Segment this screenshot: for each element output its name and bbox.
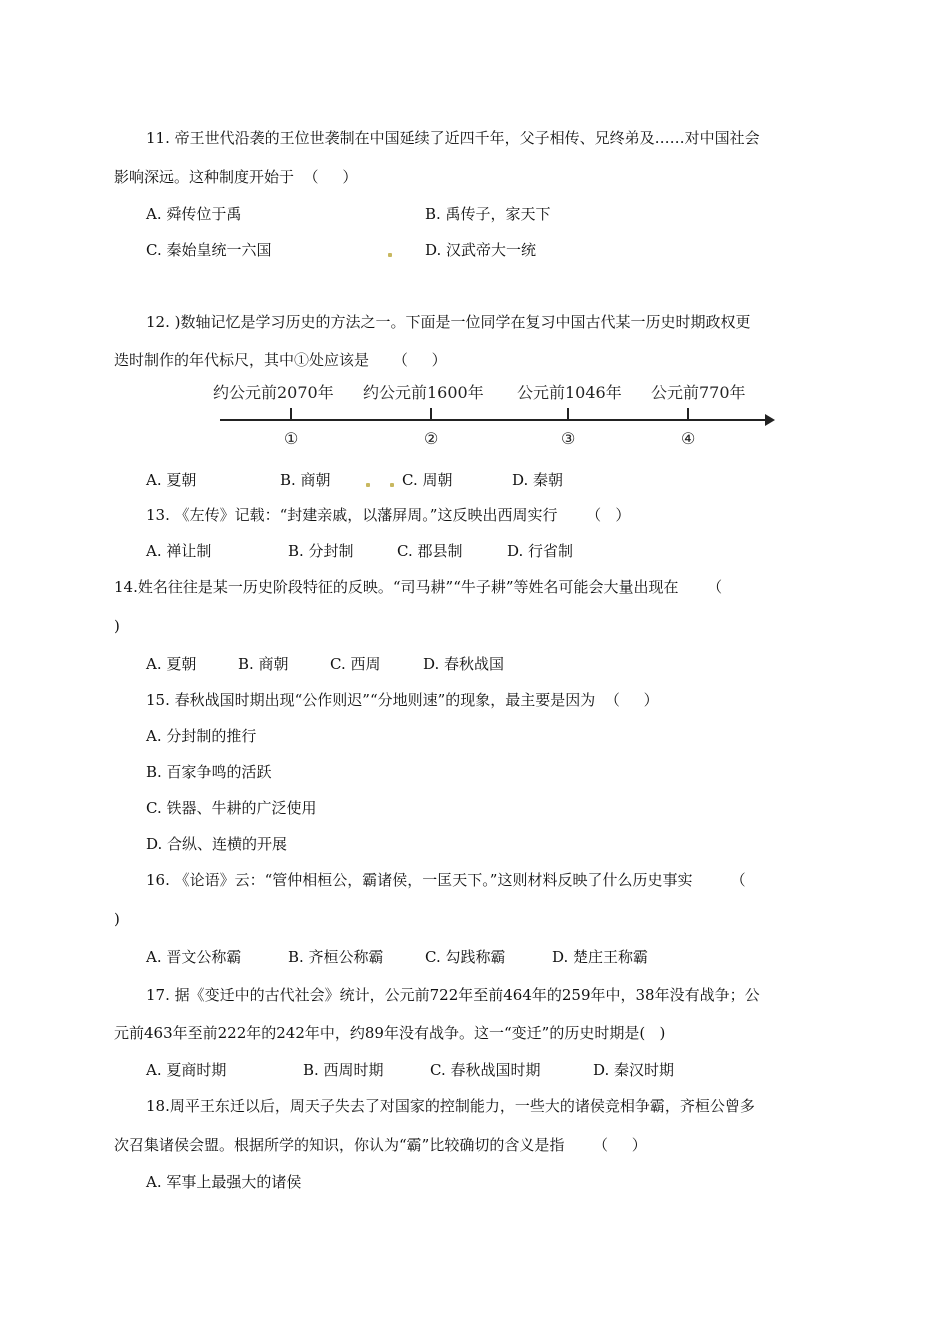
q14-stem-line2: ) <box>114 617 120 635</box>
q13-option-a: A. 禅让制 <box>146 542 212 560</box>
q11-option-d: D. 汉武帝大一统 <box>425 241 537 259</box>
q18-stem-line1: 18.周平王东迁以后，周天子失去了对国家的控制能力，一些大的诸侯竞相争霸，齐桓公曾多 <box>146 1097 755 1115</box>
q17-stem-line2: 元前463年至前222年的242年中，约89年没有战争。这一“变迁”的历史时期是( ) <box>114 1024 666 1042</box>
speck-mark <box>390 483 394 487</box>
q15-option-b: B. 百家争鸣的活跃 <box>146 763 272 781</box>
speck-mark <box>388 253 392 257</box>
q17-option-b: B. 西周时期 <box>303 1061 384 1079</box>
timeline-figure <box>205 378 775 458</box>
timeline-label-4: 公元前770年 <box>651 383 746 402</box>
q17-option-a: A. 夏商时期 <box>146 1061 227 1079</box>
q11-option-a: A. 舜传位于禹 <box>146 205 242 223</box>
q13-option-d: D. 行省制 <box>507 542 574 560</box>
q12-stem-line2: 迭时制作的年代标尺，其中①处应该是 （ ） <box>114 351 447 369</box>
q15-option-c: C. 铁器、牛耕的广泛使用 <box>146 799 317 817</box>
q12-stem-line1: 12. )数轴记忆是学习历史的方法之一。下面是一位同学在复习中国古代某一历史时期政权更 <box>146 313 751 331</box>
q18-stem-line2: 次召集诸侯会盟。根据所学的知识，你认为“霸”比较确切的含义是指 （ ） <box>114 1136 647 1154</box>
q16-stem-line2: ) <box>114 910 120 928</box>
q16-option-c: C. 勾践称霸 <box>425 948 506 966</box>
timeline-label-3: 公元前1046年 <box>517 383 622 402</box>
q14-option-c: C. 西周 <box>330 655 381 673</box>
timeline-label-1: 约公元前2070年 <box>213 383 334 402</box>
q11-option-b: B. 禹传子，家天下 <box>425 205 551 223</box>
timeline-marker-1: ① <box>284 429 299 448</box>
q17-stem-line1: 17. 据《变迁中的古代社会》统计，公元前722年至前464年的259年中，38年没有战争；公 <box>146 986 760 1004</box>
q13-option-c: C. 郡县制 <box>397 542 463 560</box>
q17-option-d: D. 秦汉时期 <box>593 1061 675 1079</box>
q15-option-d: D. 合纵、连横的开展 <box>146 835 288 853</box>
q12-option-a: A. 夏朝 <box>146 471 197 489</box>
timeline-marker-3: ③ <box>561 429 576 448</box>
q11-option-c: C. 秦始皇统一六国 <box>146 241 272 259</box>
q16-stem-line1: 16. 《论语》云：“管仲相桓公，霸诸侯，一匡天下。”这则材料反映了什么历史事实 （ <box>146 871 746 889</box>
timeline-marker-2: ② <box>424 429 439 448</box>
q11-stem-line1: 11. 帝王世代沿袭的王位世袭制在中国延续了近四千年，父子相传、兄终弟及……对中国社会 <box>146 129 760 147</box>
q17-option-c: C. 春秋战国时期 <box>430 1061 541 1079</box>
q16-option-b: B. 齐桓公称霸 <box>288 948 384 966</box>
q12-option-c: C. 周朝 <box>402 471 453 489</box>
q15-option-a: A. 分封制的推行 <box>146 727 257 745</box>
timeline-arrow-icon <box>765 414 775 426</box>
q14-option-b: B. 商朝 <box>238 655 289 673</box>
q18-option-a: A. 军事上最强大的诸侯 <box>146 1173 302 1191</box>
timeline-marker-4: ④ <box>681 429 696 448</box>
q15-stem: 15. 春秋战国时期出现“公作则迟”“分地则速”的现象，最主要是因为 （ ） <box>146 691 659 709</box>
q11-stem-line2: 影响深远。这种制度开始于 （ ） <box>114 168 358 186</box>
q14-option-a: A. 夏朝 <box>146 655 197 673</box>
q14-stem-line1: 14.姓名往往是某一历史阶段特征的反映。“司马耕”“牛子耕”等姓名可能会大量出现在 （ <box>114 578 723 596</box>
q12-option-d: D. 秦朝 <box>512 471 564 489</box>
q16-option-d: D. 楚庄王称霸 <box>552 948 649 966</box>
timeline-label-2: 约公元前1600年 <box>363 383 484 402</box>
q13-stem: 13. 《左传》记载：“封建亲戚，以藩屏周。”这反映出西周实行 （ ） <box>146 506 631 524</box>
q13-option-b: B. 分封制 <box>288 542 354 560</box>
q16-option-a: A. 晋文公称霸 <box>146 948 242 966</box>
q12-option-b: B. 商朝 <box>280 471 331 489</box>
speck-mark <box>366 483 370 487</box>
q14-option-d: D. 春秋战国 <box>423 655 505 673</box>
